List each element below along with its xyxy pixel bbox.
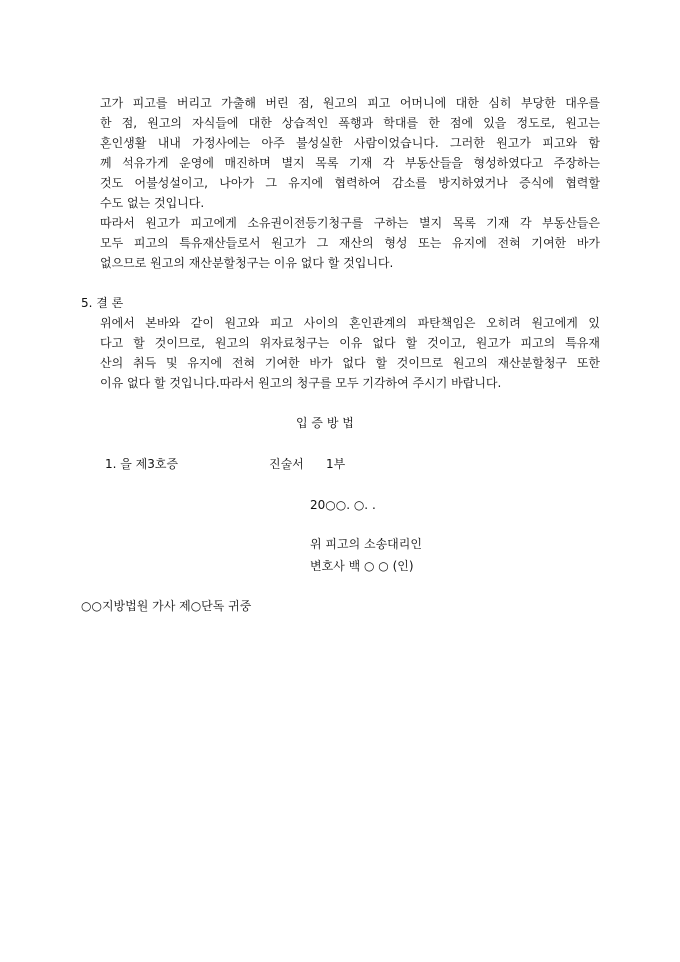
paragraph-1-line-5: 것도 어불성설이고, 나아가 그 유지에 협력하여 감소를 방지하였거나 증식에 협력할 — [100, 176, 600, 190]
conclusion-line-1: 위에서 본바와 같이 원고와 피고 사이의 혼인관계의 파탄책임은 오히려 원고에게 있 — [100, 316, 600, 330]
paragraph-1-line-1: 고가 피고를 버리고 가출해 버린 점, 원고의 피고 어머니에 대한 심히 부당한 대우를 — [100, 96, 600, 110]
paragraph-2-line-2: 모두 피고의 특유재산들로서 원고가 그 재산의 형성 또는 유지에 전혀 기여한 바가 — [100, 236, 600, 250]
conclusion-line-4: 이유 없다 할 것입니다.따라서 원고의 청구를 모두 기각하여 주시기 바랍니다. — [100, 376, 502, 390]
evidence-heading: 입 증 방 법 — [296, 416, 354, 430]
signature-date: 20○○. ○. . — [310, 498, 376, 512]
paragraph-1-line-6: 수도 없는 것입니다. — [100, 196, 205, 210]
paragraph-1-line-3: 혼인생활 내내 가정사에는 아주 불성실한 사람이었습니다. 그러한 원고가 피고와 함 — [100, 136, 600, 150]
paragraph-2-line-1: 따라서 원고가 피고에게 소유권이전등기청구를 구하는 별지 목록 기재 각 부동산들은 — [100, 216, 600, 230]
paragraph-2-line-3: 없으므로 원고의 재산분할청구는 이유 없다 할 것입니다. — [100, 256, 394, 270]
conclusion-line-3: 산의 취득 및 유지에 전혀 기여한 바가 없다 할 것이므로 원고의 재산분할청구 또한 — [100, 356, 600, 370]
addressee: ○○지방법원 가사 제○단독 귀중 — [81, 599, 252, 613]
signature-role: 위 피고의 소송대리인 — [310, 537, 422, 551]
signature-name: 변호사 백 ○ ○ (인) — [310, 559, 414, 573]
conclusion-heading: 5. 결 론 — [81, 296, 124, 310]
conclusion-line-2: 다고 할 것이므로, 원고의 위자료청구는 이유 없다 할 것이고, 원고가 피고의 특유재 — [100, 336, 600, 350]
evidence-item-number: 1. 을 제3호증 — [105, 457, 179, 471]
evidence-item-count: 1부 — [326, 457, 346, 471]
paragraph-1-line-2: 한 점, 원고의 자식들에 대한 상습적인 폭행과 학대를 한 점에 있을 정도로, 원고는 — [100, 116, 600, 130]
paragraph-1-line-4: 께 석유가게 운영에 매진하며 별지 목록 기재 각 부동산들을 형성하였다고 주장하는 — [100, 156, 600, 170]
evidence-item-name: 진술서 — [269, 457, 304, 471]
